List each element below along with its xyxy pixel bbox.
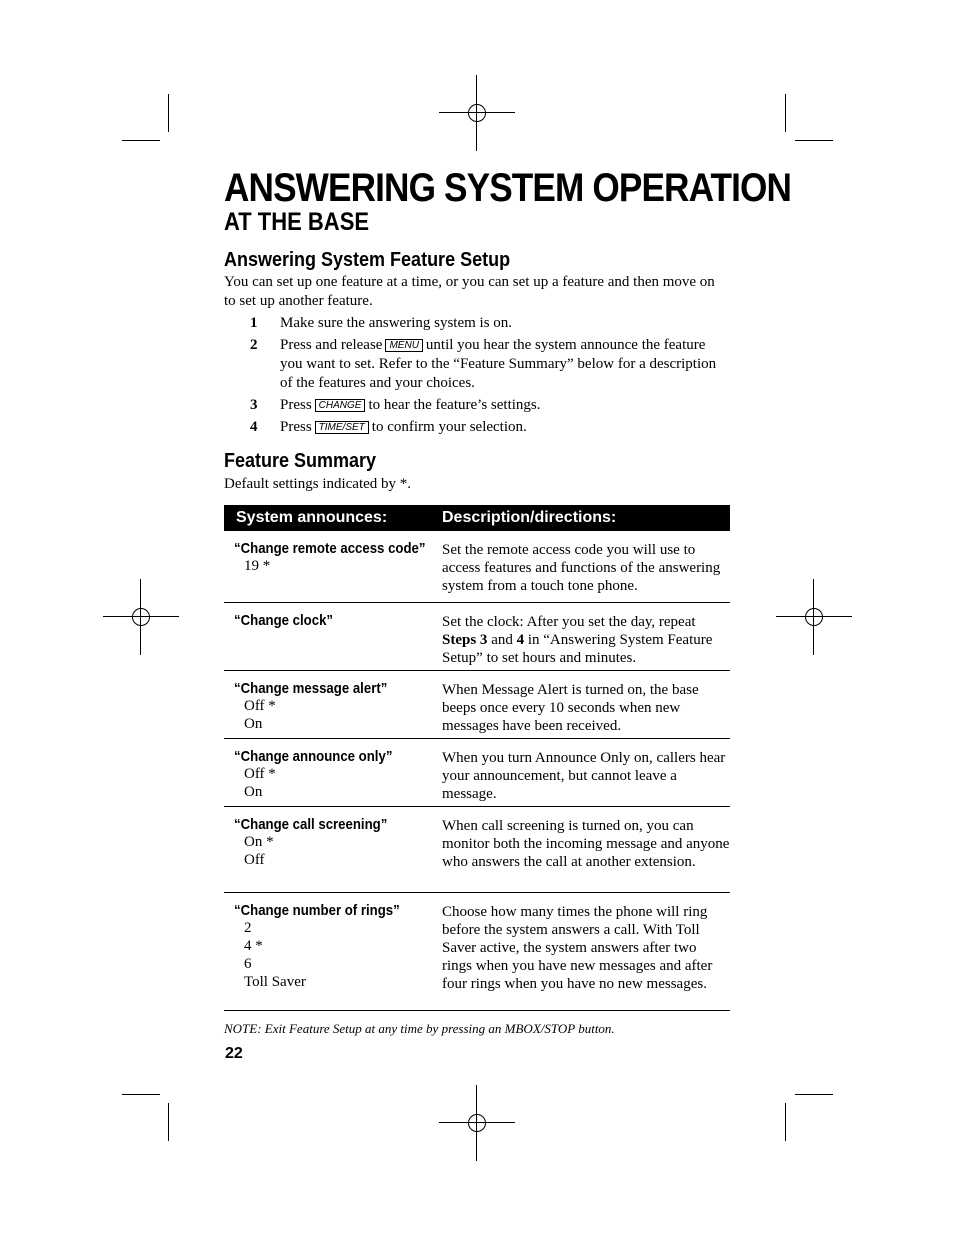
- table-row: [224, 671, 730, 739]
- feature-description: [442, 612, 730, 670]
- feature-option: On *: [244, 834, 274, 850]
- table-header: [224, 505, 730, 531]
- description-bold: 4: [516, 632, 525, 648]
- crop-mark: [785, 1103, 786, 1141]
- step-text: [280, 396, 730, 415]
- table-row: [224, 531, 730, 603]
- feature-name: “Change announce only”: [234, 748, 393, 765]
- crop-mark: [168, 94, 169, 132]
- page-number: 22: [225, 1045, 243, 1062]
- feature-option: On: [244, 716, 263, 732]
- feature-description: When you turn Announce Only on, callers hear your announcement, but cannot leave a message.: [442, 750, 726, 802]
- description-text: in “Answering System Feature Setup” to set hours and minutes.: [442, 632, 713, 666]
- feature-name: “Change number of rings”: [234, 902, 400, 919]
- step-number: 3: [250, 397, 258, 413]
- step-item: [250, 336, 730, 393]
- feature-option: 6: [244, 956, 252, 972]
- description-bold: Steps 3: [442, 632, 488, 648]
- feature-option: Off *: [244, 766, 276, 782]
- time-set-key-icon: TIME/SET: [315, 421, 369, 434]
- setup-heading: Answering System Feature Setup: [224, 249, 511, 271]
- step-text: [280, 418, 730, 437]
- default-note: Default settings indicated by *.: [224, 476, 412, 492]
- feature-name: “Change call screening”: [234, 816, 388, 833]
- crop-mark: [122, 140, 160, 141]
- setup-steps: [250, 314, 730, 440]
- step-item: [250, 396, 730, 415]
- crop-mark: [168, 1103, 169, 1141]
- description-text: Set the clock: After you set the day, repeat: [442, 614, 696, 630]
- change-key-icon: CHANGE: [315, 399, 366, 412]
- feature-name: “Change remote access code”: [234, 540, 426, 557]
- registration-mark-icon: [103, 579, 179, 655]
- menu-key-icon: MENU: [385, 339, 422, 352]
- feature-option: Toll Saver: [244, 974, 306, 990]
- description-text: and: [491, 632, 513, 648]
- crop-mark: [122, 1094, 160, 1095]
- feature-option: Off *: [244, 698, 276, 714]
- step-number: 4: [250, 419, 258, 435]
- table-row: [224, 603, 730, 671]
- registration-mark-icon: [439, 75, 515, 151]
- step-item: [250, 418, 730, 437]
- step-text-pre: Press and release: [280, 337, 383, 353]
- feature-name: “Change message alert”: [234, 680, 388, 697]
- feature-option: 4 *: [244, 938, 263, 954]
- feature-option: Off: [244, 852, 265, 868]
- registration-mark-icon: [776, 579, 852, 655]
- setup-intro: You can set up one feature at a time, or you can set up a feature and then move on to set up another feature.: [224, 274, 715, 309]
- step-number: 1: [250, 315, 258, 331]
- feature-table: [224, 505, 730, 1011]
- feature-description: Set the remote access code you will use to access features and functions of the answering system from a touch tone phone.: [442, 542, 721, 594]
- registration-mark-icon: [439, 1085, 515, 1161]
- footnote: NOTE: Exit Feature Setup at any time by pressing an MBOX/STOP button.: [224, 1021, 615, 1036]
- step-number: 2: [250, 337, 258, 353]
- column-header-description: Description/directions:: [442, 509, 617, 526]
- feature-description: When call screening is turned on, you can monitor both the incoming message and anyone who answers the call at another extension.: [442, 818, 730, 870]
- table-row: [224, 893, 730, 1011]
- column-header-announces: System announces:: [236, 509, 388, 526]
- step-text: Make sure the answering system is on.: [280, 315, 513, 331]
- table-row: [224, 807, 730, 893]
- step-item: [250, 314, 730, 333]
- page-title: ANSWERING SYSTEM OPERATION: [224, 166, 792, 210]
- feature-option: 2: [244, 920, 252, 936]
- summary-heading: Feature Summary: [224, 450, 377, 472]
- step-text-pre: Press: [280, 419, 312, 435]
- crop-mark: [785, 94, 786, 132]
- feature-option: 19 *: [244, 558, 271, 574]
- page-subtitle: AT THE BASE: [224, 208, 370, 236]
- feature-name: “Change clock”: [234, 612, 334, 629]
- step-text-post: to hear the feature’s settings.: [368, 397, 541, 413]
- feature-description: Choose how many times the phone will ring before the system answers a call. With Toll Saver active, the system answers after two rings when you have new messages and after four rings when you have no new messages.: [442, 904, 713, 992]
- feature-option: On: [244, 784, 263, 800]
- step-text-post: until you hear the system announce the feature you want to set. Refer to the “Feature Summary” below for a description of the features and your choices.: [280, 337, 717, 391]
- crop-mark: [795, 140, 833, 141]
- step-text: [280, 336, 730, 393]
- step-text-post: to confirm your selection.: [371, 419, 527, 435]
- crop-mark: [795, 1094, 833, 1095]
- table-row: [224, 739, 730, 807]
- step-text-pre: Press: [280, 397, 312, 413]
- feature-description: When Message Alert is turned on, the base beeps once every 10 seconds when new messages have been received.: [442, 682, 699, 734]
